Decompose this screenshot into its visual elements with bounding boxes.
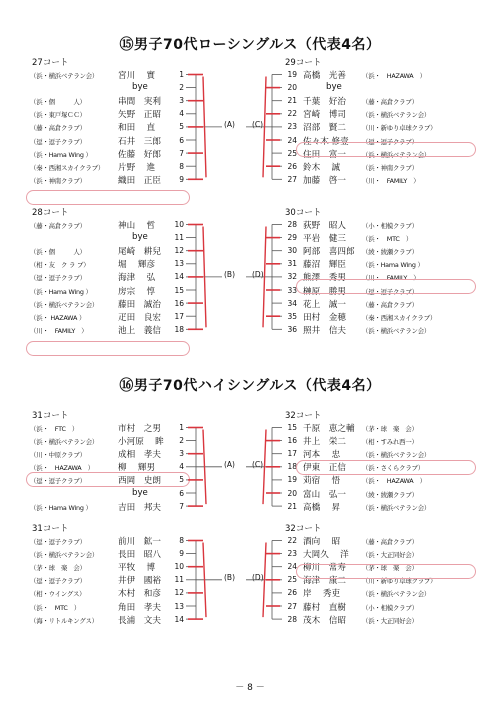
court-label: 32コート	[285, 411, 322, 421]
player-name: 和田 直	[118, 123, 156, 134]
player-name: bye	[326, 82, 342, 93]
player-number: 1	[179, 423, 184, 432]
player-club: （浜・ HAZAWA ）	[362, 72, 426, 80]
player-club: （浜・個 人）	[30, 98, 86, 107]
player-number: 22	[287, 536, 297, 545]
player-name: 石井 三郎	[118, 136, 161, 147]
player-club: （小・相模クラブ）	[362, 222, 418, 230]
player-club: （川・新ゆり卓球クラブ）	[362, 577, 437, 586]
player-name: 柳 輝男	[118, 463, 156, 474]
player-number: 14	[174, 614, 184, 624]
player-name: 藤田 誠治	[118, 299, 161, 310]
player-name: 阿部 喜四郎	[303, 247, 355, 258]
player-number: 27	[287, 174, 297, 184]
player-number: 25	[287, 575, 297, 585]
group-label-c: (C)	[252, 460, 264, 470]
player-name: 佐々木 修壹	[303, 136, 349, 147]
player-club: （逗・逗子クラブ）	[30, 274, 86, 283]
player-number: 24	[287, 135, 297, 145]
player-club: （茅・球 楽 会）	[30, 564, 86, 573]
player-number: 18	[287, 462, 297, 472]
player-name: 成相 孝夫	[118, 450, 161, 461]
player-name: 千葉 好治	[303, 97, 346, 108]
court-label: 27コート	[32, 58, 69, 68]
group-label-d: (D)	[252, 573, 264, 583]
player-club: （逗・逗子クラブ）	[30, 477, 86, 486]
player-club: （藤・高倉クラブ）	[30, 124, 86, 133]
player-club: （浜・横浜ベテラン会）	[362, 326, 431, 335]
player-name: 岸 秀吏	[303, 589, 341, 600]
player-club: （浜・Hama Wing ）	[30, 287, 92, 296]
group-label-c: (C)	[252, 120, 264, 130]
player-number: 20	[287, 488, 297, 498]
player-club: （逗・逗子クラブ）	[362, 287, 418, 296]
player-name: 酒向 昭	[303, 537, 341, 547]
player-number: 7	[179, 501, 184, 511]
player-number: 35	[287, 311, 297, 321]
player-name: 富山 弘一	[303, 489, 346, 500]
player-name: 荻野 昭人	[303, 221, 346, 231]
player-club: （浜・横浜ベテラン会）	[30, 72, 99, 80]
player-name: 佐藤 好郎	[118, 149, 161, 160]
player-name: 大岡久 洋	[303, 550, 349, 561]
player-number: 10	[174, 220, 184, 229]
player-club: （浜・横浜ベテラン会）	[30, 438, 99, 447]
player-club: （浜・横浜ベテラン会）	[30, 551, 99, 560]
player-number: 19	[287, 70, 297, 79]
player-club: （藤・高倉クラブ）	[362, 300, 418, 309]
player-name: 沼部 賢二	[303, 123, 346, 134]
player-number: 36	[287, 324, 297, 334]
player-name: 平牧 博	[118, 563, 156, 574]
player-number: 31	[287, 259, 297, 269]
group-label-b: (B)	[224, 573, 235, 583]
player-number: 1	[179, 70, 184, 79]
player-name: 住田 富一	[303, 149, 346, 160]
player-club: （浜・横浜ベテラン会）	[362, 451, 431, 460]
player-club: （浜・ FTC ）	[30, 425, 79, 433]
player-name: 熊澤 秀男	[303, 273, 346, 284]
player-club: （浜・ HAZAWA ）	[30, 313, 86, 322]
player-number: 16	[174, 298, 184, 308]
player-number: 18	[174, 324, 184, 334]
player-number: 25	[287, 148, 297, 158]
player-club: （川・ FAMILY ）	[362, 176, 420, 185]
section-16-title: ⑯男子70代ハイシングルス（代表4名）	[119, 378, 381, 394]
player-club: （浜・横浜ベテラン会）	[30, 300, 99, 309]
player-club: （海・リトルキングス）	[30, 616, 98, 625]
player-number: 28	[287, 220, 297, 229]
player-number: 16	[287, 436, 297, 446]
player-club: （逗・逗子クラブ）	[30, 538, 86, 546]
player-club: （浜・ HAZAWA ）	[30, 464, 94, 473]
player-number: 27	[287, 601, 297, 611]
player-name: 田村 金穂	[303, 312, 346, 323]
player-name: 長田 昭八	[118, 550, 161, 561]
player-number: 6	[179, 135, 184, 145]
player-club: （小・相模クラブ）	[362, 603, 418, 612]
player-club: （浜・Hama Wing ）	[30, 150, 92, 159]
player-number: 21	[287, 501, 297, 511]
player-club: （浜・Hama Wing ）	[362, 261, 424, 270]
player-number: 34	[287, 298, 297, 308]
player-name: 吉田 邦夫	[118, 502, 161, 513]
player-number: 26	[287, 161, 297, 171]
player-club: （浜・ MTC ）	[30, 603, 81, 612]
player-number: 15	[174, 285, 184, 295]
player-name: 小河原 眸	[118, 437, 164, 448]
player-club: （秦・西湘スカイクラブ）	[362, 313, 437, 322]
player-number: 2	[179, 83, 184, 93]
player-number: 11	[174, 233, 184, 243]
player-name: 榊原 勝男	[303, 286, 346, 297]
player-name: 千原 恵之輔	[303, 424, 355, 434]
player-number: 33	[287, 285, 297, 295]
player-name: 尾崎 耕兒	[118, 247, 161, 258]
player-club: （浜・横浜ベテラン会）	[362, 503, 431, 512]
player-club: （浜・横浜ベテラン会）	[362, 150, 431, 159]
player-number: 20	[287, 83, 297, 93]
player-club: （相・友 ク ラ ブ）	[30, 261, 90, 270]
player-club: （浜・横浜ベテラン会）	[362, 590, 431, 599]
player-name: bye	[132, 487, 148, 498]
player-club: （浜・大正同好会）	[362, 551, 418, 560]
player-club: （川・新ゆり卓球クラブ）	[362, 124, 437, 133]
player-club: （川・中原クラブ）	[30, 451, 86, 460]
player-name: 角田 孝夫	[118, 602, 161, 613]
court-label: 31コート	[32, 411, 69, 421]
player-name: 花上 誠一	[303, 299, 346, 310]
player-name: 照井 信夫	[303, 325, 346, 336]
player-number: 9	[179, 174, 184, 184]
player-name: 織田 正臣	[118, 175, 161, 186]
player-club: （相・すみれ西一）	[362, 438, 418, 447]
player-name: 木村 和彦	[118, 589, 161, 600]
player-number: 13	[174, 259, 184, 269]
player-number: 23	[287, 549, 297, 559]
player-club: （藤・高倉クラブ）	[30, 222, 86, 230]
player-club: （茅・球 楽 会）	[362, 564, 418, 573]
player-club: （綾・綾瀬クラブ）	[362, 490, 418, 499]
player-club: （浜・個 人）	[30, 248, 86, 257]
player-name: 堀 輝彦	[118, 260, 156, 271]
player-name: 茂木 信昭	[303, 615, 346, 626]
player-name: 前川 鉱一	[118, 537, 161, 547]
player-club: （浜・ MTC ）	[362, 235, 413, 244]
player-name: 藤沼 輝臣	[303, 260, 346, 271]
player-name: 柳川 常寿	[303, 563, 346, 574]
player-number: 3	[179, 96, 184, 106]
player-club: （浜・Hama Wing ）	[30, 503, 92, 512]
player-club: （綾・綾瀬クラブ）	[362, 248, 418, 257]
player-name: 西岡 史朗	[118, 476, 161, 487]
player-number: 29	[287, 233, 297, 243]
player-number: 4	[179, 109, 184, 119]
court-label: 28コート	[32, 208, 69, 218]
player-number: 19	[287, 475, 297, 485]
player-number: 28	[287, 614, 297, 624]
player-name: 井伊 國裕	[118, 576, 161, 587]
player-club: （藤・高倉クラブ）	[362, 98, 418, 107]
player-number: 24	[287, 562, 297, 572]
player-number: 2	[179, 436, 184, 446]
player-club: （茅・球 楽 会）	[362, 425, 418, 433]
group-label-a: (A)	[224, 460, 235, 470]
court-label: 32コート	[285, 524, 322, 534]
player-club: （浜・横浜ベテラン会）	[362, 111, 431, 120]
player-number: 22	[287, 109, 297, 119]
player-name: 藤村 直樹	[303, 602, 346, 613]
player-name: 宮川 實	[118, 71, 156, 81]
player-name: 市村 之男	[118, 424, 161, 434]
player-club: （浜・東戸塚ＣＣ）	[30, 111, 86, 120]
group-label-d: (D)	[252, 270, 264, 280]
group-label-b: (B)	[224, 270, 235, 280]
player-club: （藤・高倉クラブ）	[362, 538, 418, 546]
court-label: 31コート	[32, 524, 69, 534]
player-name: 房宗 惇	[118, 286, 156, 297]
player-name: 加藤 啓一	[303, 175, 346, 186]
player-number: 14	[174, 272, 184, 282]
player-number: 5	[179, 475, 184, 485]
player-number: 12	[174, 588, 184, 598]
player-number: 7	[179, 148, 184, 158]
player-number: 9	[179, 549, 184, 559]
court-label: 29コート	[285, 58, 322, 68]
player-club: （浜・ HAZAWA ）	[362, 477, 426, 486]
player-club: （逗・逗子クラブ）	[30, 577, 86, 586]
player-name: 矢野 正昭	[118, 110, 161, 121]
player-number: 13	[174, 601, 184, 611]
player-number: 4	[179, 462, 184, 472]
player-name: bye	[132, 232, 148, 243]
player-name: bye	[132, 82, 148, 93]
player-club: （相・ウイングス）	[30, 590, 86, 599]
player-number: 17	[174, 311, 184, 321]
player-club: （秦・西湘スカイクラブ）	[30, 163, 105, 172]
player-club: （川・ FAMILY ）	[30, 326, 88, 335]
player-number: 3	[179, 449, 184, 459]
player-number: 21	[287, 96, 297, 106]
player-name: 串間 実利	[118, 97, 161, 108]
player-club: （浜・大正同好会）	[362, 616, 418, 625]
player-name: 高橋 光善	[303, 71, 346, 81]
player-name: 伊東 正信	[303, 463, 346, 474]
player-number: 5	[179, 122, 184, 132]
player-number: 17	[287, 449, 297, 459]
player-name: 宮崎 博司	[303, 110, 346, 121]
player-name: 苅宿 悟	[303, 476, 341, 487]
court-label: 30コート	[285, 208, 322, 218]
player-number: 10	[174, 562, 184, 572]
player-name: 海津 弘	[118, 273, 156, 284]
player-number: 15	[287, 423, 297, 432]
group-label-a: (A)	[224, 120, 235, 130]
player-number: 26	[287, 588, 297, 598]
player-number: 8	[179, 161, 184, 171]
player-club: （浜・神南クラブ）	[30, 176, 86, 185]
player-name: 池上 義信	[118, 325, 161, 336]
player-name: 片野 進	[118, 162, 156, 173]
player-name: 海津 康二	[303, 576, 346, 587]
player-name: 神山 哲	[118, 221, 156, 231]
player-number: 8	[179, 536, 184, 545]
player-name: 高橋 昇	[303, 502, 341, 513]
player-name: 井上 栄二	[303, 437, 346, 448]
page-number: － 8 －	[235, 683, 265, 693]
player-club: （浜・神南クラブ）	[362, 163, 418, 172]
player-club: （川・ FAMILY ）	[362, 274, 420, 283]
player-club: （逗・逗子クラブ）	[362, 137, 418, 146]
section-15-title: ⑮男子70代ローシングルス（代表4名）	[119, 37, 381, 53]
player-number: 32	[287, 272, 297, 282]
player-name: 河本 忠	[303, 450, 341, 461]
player-number: 6	[179, 488, 184, 498]
player-number: 12	[174, 246, 184, 256]
player-name: 疋田 良宏	[118, 312, 161, 323]
player-club: （浜・さくらクラブ）	[362, 464, 424, 473]
player-name: 長浦 文夫	[118, 615, 161, 626]
player-number: 23	[287, 122, 297, 132]
player-club: （逗・逗子クラブ）	[30, 137, 86, 146]
player-name: 鈴木 誠	[303, 162, 341, 173]
player-number: 30	[287, 246, 297, 256]
player-number: 11	[174, 575, 184, 585]
player-name: 平岩 健三	[303, 234, 346, 245]
